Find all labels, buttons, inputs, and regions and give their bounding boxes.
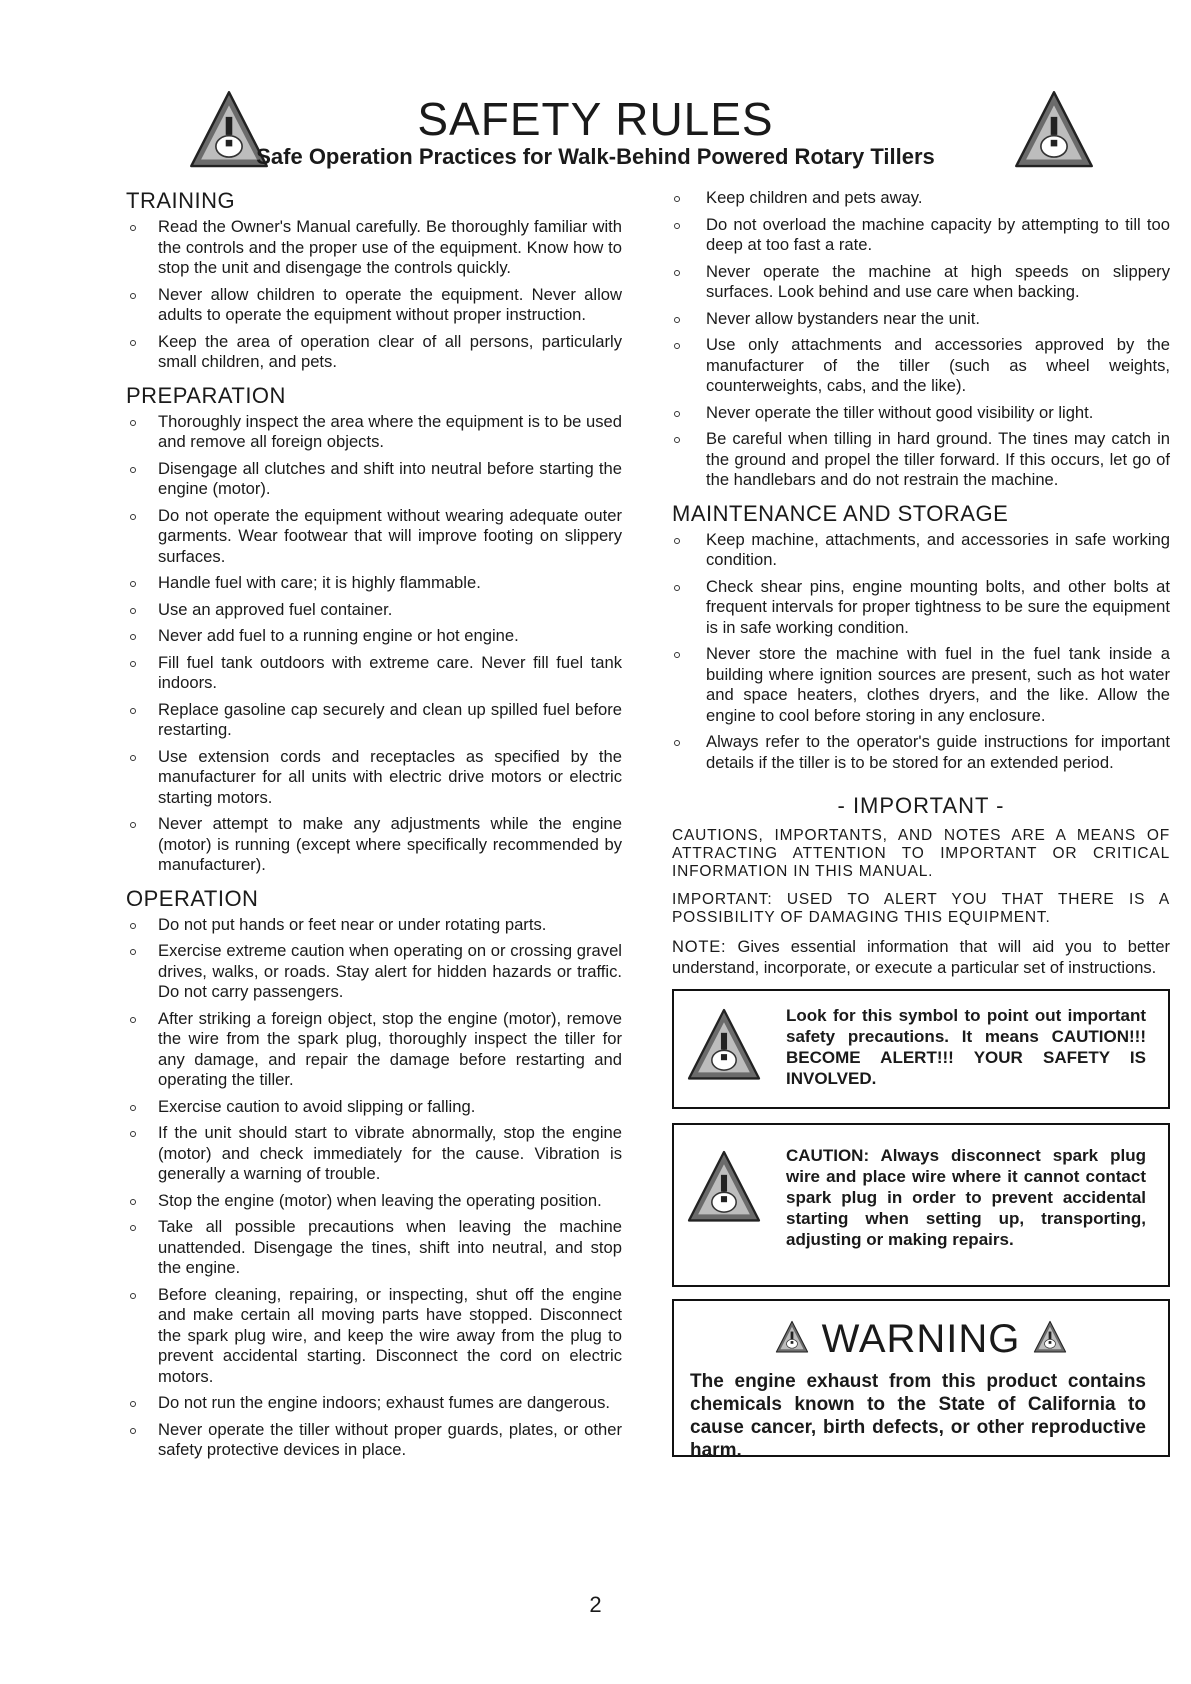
list-item: Never attempt to make any adjustments while the engine (motor) is running (except where specifically recommended by manufacturer). — [122, 814, 622, 876]
section-heading-maintenance: MAINTENANCE AND STORAGE — [672, 500, 1009, 526]
safety-symbol-box — [672, 989, 1170, 1109]
list-item: Fill fuel tank outdoors with extreme care. Never fill fuel tank indoors. — [122, 653, 622, 694]
list-item: Keep children and pets away. — [672, 188, 1170, 209]
warning-title — [674, 1317, 1168, 1362]
list-item: Never operate the tiller without proper guards, plates, or other safety protective devices in place. — [122, 1420, 622, 1461]
warning-triangle-icon — [686, 1005, 762, 1085]
list-item: Do not run the engine indoors; exhaust fumes are dangerous. — [122, 1393, 622, 1414]
warning-triangle-icon — [1033, 1320, 1067, 1354]
list-item: Use extension cords and receptacles as specified by the manufacturer for all units with electric drive motors or electric starting motors. — [122, 747, 622, 809]
safety-symbol-text: Look for this symbol to point out important safety precautions. It means CAUTION!!! BECOME ALERT!!! YOUR SAFETY IS INVOLVED. — [786, 1006, 1146, 1088]
list-item: Disengage all clutches and shift into neutral before starting the engine (motor). — [122, 459, 622, 500]
caution-text: CAUTION: Always disconnect spark plug wire and place wire where it cannot contact spark plug in order to prevent accidental starting when setting up, transporting, adjusting or making repairs. — [786, 1146, 1146, 1249]
list-item: Do not operate the equipment without wearing adequate outer garments. Wear footwear that will improve footing on slippery surfaces. — [122, 506, 622, 568]
list-item: Exercise caution to avoid slipping or falling. — [122, 1097, 622, 1118]
warning-triangle-icon — [1013, 88, 1095, 172]
list-item: Never allow children to operate the equipment. Never allow adults to operate the equipment without proper instruction. — [122, 285, 622, 326]
warning-triangle-icon — [775, 1320, 809, 1354]
note-definition — [672, 937, 1170, 979]
important-definition — [672, 891, 1170, 927]
page-header — [0, 80, 1191, 190]
list-item: Never allow bystanders near the unit. — [672, 309, 1170, 330]
section-heading-operation: OPERATION — [126, 885, 259, 911]
list-item: Never add fuel to a running engine or hot engine. — [122, 626, 622, 647]
operation-list — [122, 915, 622, 1461]
list-item: Use an approved fuel container. — [122, 600, 622, 621]
list-item: Never operate the machine at high speeds on slippery surfaces. Look behind and use care when backing. — [672, 262, 1170, 303]
list-item: Handle fuel with care; it is highly flammable. — [122, 573, 622, 594]
warning-triangle-icon — [686, 1147, 762, 1227]
list-item: If the unit should start to vibrate abnormally, stop the engine (motor) and check immediately for the cause. Vibration is generally a warning of trouble. — [122, 1123, 622, 1185]
section-heading-training: TRAINING — [126, 188, 236, 213]
page-title: SAFETY RULES — [417, 93, 774, 145]
left-column — [122, 188, 622, 1471]
important-intro: CAUTIONS, IMPORTANTS, AND NOTES ARE A MEANS OF ATTRACTING ATTENTION TO IMPORTANT OR CRITICAL INFORMATION IN THIS MANUAL. — [672, 827, 1170, 880]
list-item: Keep the area of operation clear of all persons, particularly small children, and pets. — [122, 332, 622, 373]
operation-continued-list — [672, 188, 1170, 491]
list-item: Be careful when tilling in hard ground. The tines may catch in the ground and propel the tiller forward. If this occurs, let go of the handlebars and do not restrain the machine. — [672, 429, 1170, 491]
list-item: Stop the engine (motor) when leaving the operating position. — [122, 1191, 622, 1212]
list-item: After striking a foreign object, stop the engine (motor), remove the wire from the spark plug, thoroughly inspect the tiller for any damage, and repair the damage before restarting and operating the tiller. — [122, 1009, 622, 1091]
training-list — [122, 217, 622, 373]
list-item: Take all possible precautions when leaving the machine unattended. Disengage the tines, shift into neutral, and stop the engine. — [122, 1217, 622, 1279]
important-text: USED TO ALERT YOU THAT THERE IS A POSSIBILITY OF DAMAGING THIS EQUIPMENT. — [672, 891, 1170, 926]
caution-box — [672, 1123, 1170, 1287]
important-label: IMPORTANT: — [672, 891, 773, 908]
warning-text: The engine exhaust from this product contains chemicals known to the State of California to cause cancer, birth defects, or other reproductive harm. — [690, 1371, 1146, 1461]
list-item: Keep machine, attachments, and accessories in safe working condition. — [672, 530, 1170, 571]
preparation-list — [122, 412, 622, 876]
page-subtitle: Safe Operation Practices for Walk-Behind Powered Rotary Tillers — [256, 144, 935, 169]
list-item: Never store the machine with fuel in the fuel tank inside a building where ignition sources are present, such as hot water and space heaters, clothes dryers, and the like. Allow the engine to cool before storing in any enclosure. — [672, 644, 1170, 726]
right-column — [672, 188, 1170, 1461]
list-item: Always refer to the operator's guide instructions for important details if the tiller is to be stored for an extended period. — [672, 732, 1170, 773]
list-item: Thoroughly inspect the area where the equipment is to be used and remove all foreign objects. — [122, 412, 622, 453]
list-item: Before cleaning, repairing, or inspecting, shut off the engine and make certain all moving parts have stopped. Disconnect the spark plug wire, and keep the wire away from the plug to prevent accidental starting. Disconnect the cord on electric motors. — [122, 1285, 622, 1388]
maintenance-list — [672, 530, 1170, 774]
list-item: Use only attachments and accessories approved by the manufacturer of the tiller (such as wheel weights, counterweights, cabs, and the like). — [672, 335, 1170, 397]
warning-title-text: WARNING — [821, 1317, 1021, 1361]
list-item: Replace gasoline cap securely and clean up spilled fuel before restarting. — [122, 700, 622, 741]
list-item: Read the Owner's Manual carefully. Be thoroughly familiar with the controls and the proper use of the equipment. Know how to stop the unit and disengage the controls quickly. — [122, 217, 622, 279]
page-number: 2 — [589, 1592, 602, 1617]
important-heading: - IMPORTANT - — [837, 793, 1005, 818]
list-item: Never operate the tiller without good visibility or light. — [672, 403, 1170, 424]
list-item: Exercise extreme caution when operating on or crossing gravel drives, walks, or roads. Stay alert for hidden hazards or traffic. Do not carry passengers. — [122, 941, 622, 1003]
note-text: Gives essential information that will aid you to better understand, incorporate, or execute a particular set of instructions. — [672, 938, 1170, 977]
list-item: Do not overload the machine capacity by attempting to till too deep at too fast a rate. — [672, 215, 1170, 256]
list-item: Do not put hands or feet near or under rotating parts. — [122, 915, 622, 936]
note-label: NOTE: — [672, 938, 727, 956]
list-item: Check shear pins, engine mounting bolts, and other bolts at frequent intervals for proper tightness to be sure the equipment is in safe working condition. — [672, 577, 1170, 639]
section-heading-preparation: PREPARATION — [126, 382, 286, 408]
warning-box — [672, 1299, 1170, 1461]
